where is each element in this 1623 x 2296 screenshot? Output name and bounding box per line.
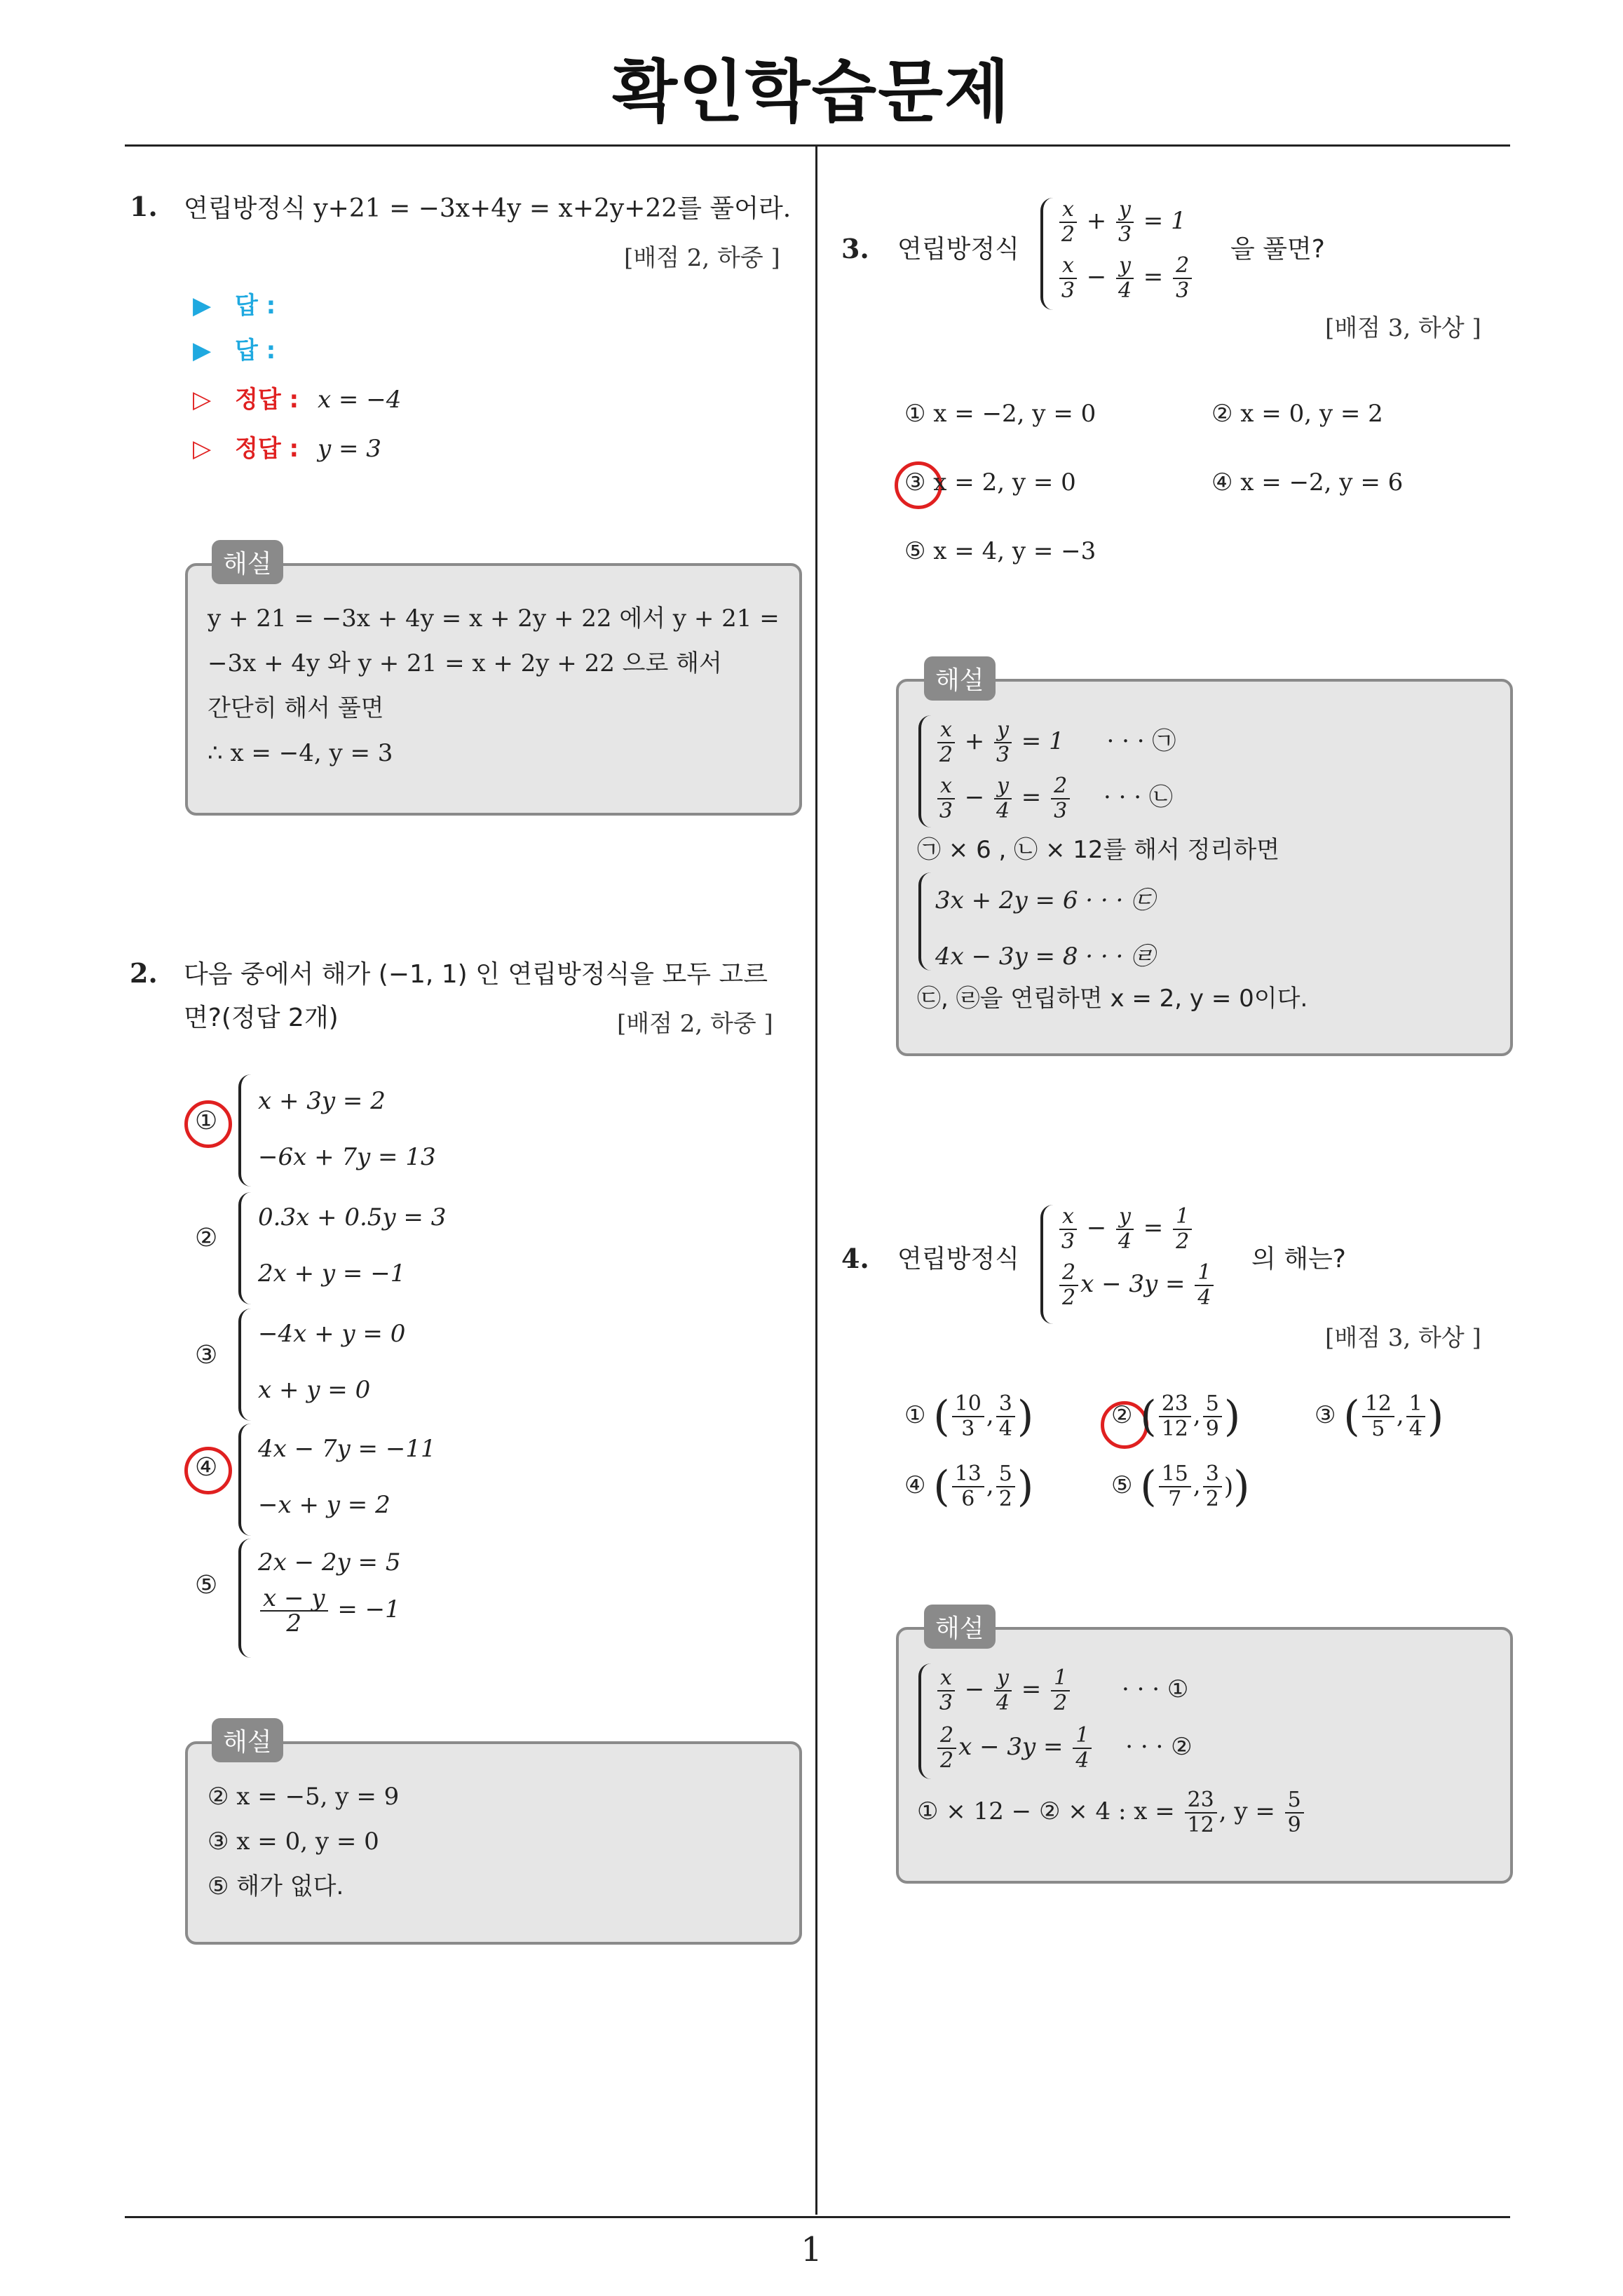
q2-number: 2. [130,957,158,989]
brace [238,1074,251,1187]
solution-line: ③ x = 0, y = 0 [208,1828,379,1856]
solution-line: −3x + 4y 와 y + 21 = x + 2y + 22 으로 해서 [208,649,722,677]
brace [1040,1205,1053,1324]
q2-option-5-eq1: 2x − 2y = 5 [258,1548,401,1576]
q4-option-1[interactable]: ① ( $\frac{10}{3}$ , $\frac{3}{4}$ ) [904,1391,1034,1441]
q2-text-2: 면?(정답 2개) [184,1004,339,1032]
q2-meta: [배점 2, 하중 ] [617,1010,773,1038]
q2-option-2-eq2: 2x + y = −1 [258,1260,406,1288]
brace [918,872,931,971]
q1-answer-1: ▶ 답 : [193,286,276,325]
q1-text: 연립방정식 y+21 = −3x+4y = x+2y+22를 풀어라. [184,194,792,223]
outline-triangle-icon: ▷ [193,435,212,463]
header-rule [125,144,1510,147]
brace [918,715,931,828]
play-icon: ▶ [193,337,212,365]
q3-sol-line-3: ㉠ × 6 , ㉡ × 12를 해서 정리하면 [917,836,1280,864]
q2-option-5-eq2: $\frac{x - y}{2}$ = −1 [258,1586,400,1635]
q3-option-4[interactable]: ④ x = −2, y = 6 [1211,468,1404,497]
brace [238,1192,251,1304]
q4-number: 4. [841,1243,869,1274]
q2-option-3-eq2: x + y = 0 [258,1376,371,1404]
q1-correct-1: ▷ 정답 : x = −4 [193,380,401,419]
q4-sol-eq1: $\frac{x}{3}$ − $\frac{y}{4}$ = $\frac{1}{2}$ · · · ① [935,1666,1188,1715]
q4-text-pre: 연립방정식 [897,1245,1019,1274]
page-title: 확인학습문제 [612,53,1011,131]
q2-option-1-label[interactable]: ① [195,1107,218,1135]
solution-line: y + 21 = −3x + 4y = x + 2y + 22 에서 y + 21 = [208,605,780,633]
brace [238,1424,251,1536]
q3-eq1: $\frac{x}{2}$ + $\frac{y}{3}$ = 1 [1057,198,1186,247]
q2-option-5-label[interactable]: ⑤ [195,1571,218,1600]
solution-line: ∴ x = −4, y = 3 [208,739,393,767]
q3-option-5[interactable]: ⑤ x = 4, y = −3 [904,537,1096,565]
q3-option-1[interactable]: ① x = −2, y = 0 [904,400,1096,428]
q1-answer-2: ▶ 답 : [193,331,276,370]
brace [238,1539,251,1658]
q3-sol-eq2: $\frac{x}{3}$ − $\frac{y}{4}$ = $\frac{2}{3}$ · · · ㉡ [935,774,1173,823]
q3-sol-eq3: 3x + 2y = 6 · · · ㉢ [935,886,1155,914]
q4-eq2: $\frac{2}{2}$ x − 3y = $\frac{1}{4}$ [1057,1261,1216,1310]
outline-triangle-icon: ▷ [193,386,212,414]
solution-line: ② x = −5, y = 9 [208,1783,400,1811]
brace [238,1309,251,1421]
q4-option-2[interactable]: ② ( $\frac{23}{12}$ , $\frac{5}{9}$ ) [1111,1391,1241,1441]
page-number: 1 [801,2230,822,2269]
q2-text-1: 다음 중에서 해가 (−1, 1) 인 연립방정식을 모두 고르 [184,960,768,989]
q1-correct-2: ▷ 정답 : y = 3 [193,429,381,468]
brace [918,1663,931,1779]
q2-option-3-label[interactable]: ③ [195,1341,218,1370]
q3-text-pre: 연립방정식 [897,235,1019,264]
q3-sol-eq1: $\frac{x}{2}$ + $\frac{y}{3}$ = 1 · · · ㉠ [935,718,1176,767]
q3-solution-tag: 해설 [924,656,996,701]
q3-eq2: $\frac{x}{3}$ − $\frac{y}{4}$ = $\frac{2}{3}$ [1057,254,1194,303]
q4-solution-tag: 해설 [924,1605,996,1649]
q4-option-5[interactable]: ⑤ ( $\frac{15}{7}$ , $\frac{3}{2}$ )) [1111,1461,1250,1511]
q3-sol-line-last: ㉢, ㉣을 연립하면 x = 2, y = 0이다. [917,985,1308,1013]
q1-solution-content [208,596,780,776]
play-icon: ▶ [193,292,212,320]
q1-meta: [배점 2, 하중 ] [624,244,780,272]
q3-meta: [배점 3, 하상 ] [1325,314,1481,342]
q4-eq1: $\frac{x}{3}$ − $\frac{y}{4}$ = $\frac{1}{2}$ [1057,1205,1194,1254]
q2-option-4-eq1: 4x − 7y = −11 [258,1435,436,1463]
q4-meta: [배점 3, 하상 ] [1325,1324,1481,1352]
q2-option-2-label[interactable]: ② [195,1224,218,1252]
q3-option-3[interactable]: ③ x = 2, y = 0 [904,468,1076,497]
q2-solution-content [208,1774,399,1909]
q3-sol-eq4: 4x − 3y = 8 · · · ㉣ [935,943,1155,971]
q3-number: 3. [841,233,869,264]
q1-number: 1. [130,191,158,222]
q4-option-4[interactable]: ④ ( $\frac{13}{6}$ , $\frac{5}{2}$ ) [904,1461,1034,1511]
q2-option-3-eq1: −4x + y = 0 [258,1320,406,1348]
q4-option-3[interactable]: ③ ( $\frac{12}{5}$ , $\frac{1}{4}$ ) [1315,1391,1444,1441]
brace [1040,198,1053,310]
q2-option-1-eq1: x + 3y = 2 [258,1087,386,1115]
q2-option-4-eq2: −x + y = 2 [258,1491,391,1519]
q4-sol-line-last: ① × 12 − ② × 4 : x = $\frac{23}{12}$ , y = $\frac{5}{9}$ [917,1788,1306,1837]
q4-sol-eq2: $\frac{2}{2}$ x − 3y = $\frac{1}{4}$ · · · ② [935,1724,1193,1773]
q3-text-post: 을 풀면? [1230,235,1325,264]
q2-option-4-label[interactable]: ④ [195,1453,218,1482]
q1-solution-tag: 해설 [212,540,283,584]
q2-solution-tag: 해설 [212,1718,283,1762]
q3-option-2[interactable]: ② x = 0, y = 2 [1211,400,1383,428]
footer-rule [125,2216,1510,2218]
solution-line: 간단히 해서 풀면 [208,694,384,722]
q4-text-post: 의 해는? [1251,1245,1346,1274]
q2-option-2-eq1: 0.3x + 0.5y = 3 [258,1203,447,1231]
column-divider [815,146,817,2215]
solution-line: ⑤ 해가 없다. [208,1872,344,1900]
q2-option-1-eq2: −6x + 7y = 13 [258,1143,436,1171]
